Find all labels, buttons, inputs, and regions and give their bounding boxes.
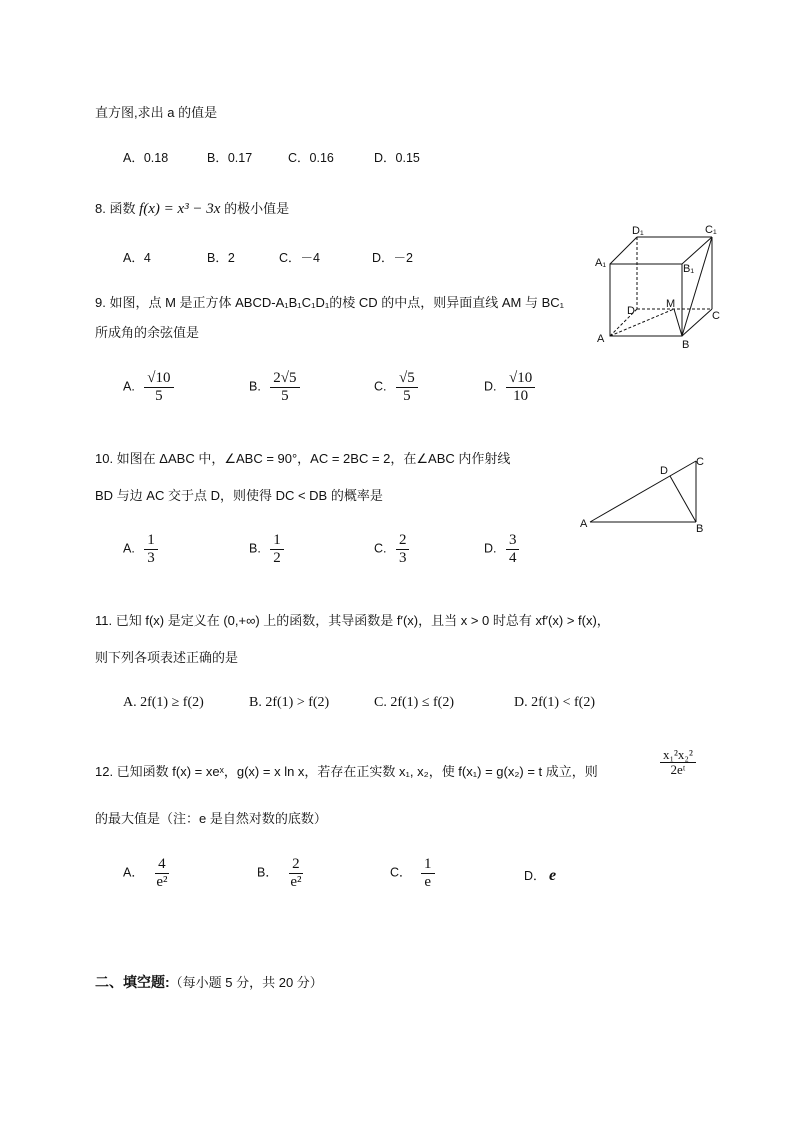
q8-option-d: D．－2 [372,251,413,265]
q11-option-d: D. 2f(1) < f(2) [514,695,595,710]
q9-option-b [249,370,300,404]
q10-option-d-label: D. [484,541,497,556]
q9-c-den: 5 [403,387,411,404]
q8-prefix: 8. 函数 [95,201,136,216]
q10-d-num: 3 [506,532,520,550]
tri-label-b: B [696,523,704,535]
q10-a-num: 1 [144,532,158,550]
q12-option-a-label: A． [123,865,144,880]
q9-option-d-label: D. [484,379,497,394]
q8-option-a: A．4 [123,251,151,265]
label-m: M [666,298,676,310]
q10-option-b [249,532,284,566]
q9-b-num: 2√5 [270,370,299,388]
q7-option-a: A．0.18 [123,151,169,165]
q10-option-a [123,532,158,566]
cube-figure [592,222,732,352]
q9-option-c-label: C. [374,379,387,394]
label-c1: C₁ [705,224,717,236]
q12-option-b-label: B． [257,865,278,880]
q12-option-d-label: D． [524,869,546,883]
q9-d-den: 10 [513,387,529,404]
q9-option-c [374,370,418,404]
q10-option-c-label: C. [374,541,387,556]
q9-line2: 所成角的余弦值是 [95,325,200,340]
q12-d-value: e [549,867,557,884]
q12-option-c-label: C． [390,865,412,880]
section2-heading [95,972,323,992]
q7-option-b: B．0.17 [207,151,253,165]
label-b1: B₁ [683,263,695,275]
q8-suffix: 的极小值是 [224,201,290,216]
q12-expression [660,748,696,778]
label-d1: D₁ [632,225,644,237]
q12-expr-den: 2eᵗ [670,762,686,778]
label-a1: A₁ [595,257,607,269]
q9-option-a [123,370,174,404]
q9-c-num: √5 [396,370,418,388]
label-c: C [712,310,720,322]
q12-a-den: e² [156,873,168,890]
q7-tail-text: 直方图,求出 a 的值是 [95,105,218,120]
q10-option-a-label: A. [123,541,135,556]
label-a: A [597,333,605,345]
q11-option-b: B. 2f(1) > f(2) [249,695,330,710]
q9-a-num: √10 [144,370,173,388]
q8-formula: f(x) = x³ − 3x [139,201,221,217]
tri-label-a: A [580,518,588,530]
q10-b-num: 1 [270,532,284,550]
q12-b-num: 2 [289,856,303,874]
q12-option-d [524,866,556,885]
q12-line1: 12. 已知函数 f(x) = xeˣ，g(x) = x ln x，若存在正实数 x₁, x₂，使 f(x₁) = g(x₂) = t 成立，则 [95,764,598,779]
q8-option-c: C．－4 [279,251,320,265]
q9-b-den: 5 [281,387,289,404]
q11-line2: 则下列各项表述正确的是 [95,650,239,665]
q10-option-d [484,532,519,566]
label-b: B [682,339,690,351]
q9-d-num: √10 [506,370,535,388]
tri-label-d: D [660,465,668,477]
q12-c-den: e [424,873,432,890]
q12-option-a [123,856,170,890]
q11-option-a: A. 2f(1) ≥ f(2) [123,695,204,710]
q10-line1: 10. 如图在 ΔABC 中，∠ABC = 90°，AC = 2BC = 2，在∠ABC 内作射线 [95,451,511,466]
q10-a-den: 3 [147,549,155,566]
q8-option-b: B．2 [207,251,235,265]
q9-option-b-label: B. [249,379,261,394]
q11-option-c: C. 2f(1) ≤ f(2) [374,695,454,710]
q10-c-num: 2 [396,532,410,550]
q7-option-d: D．0.15 [374,151,420,165]
q12-option-c [390,856,435,890]
section2-note: （每小题 5 分，共 20 分） [169,975,323,990]
section2-title: 二、填空题: [95,974,170,990]
q12-line2: 的最大值是（注：e 是自然对数的底数） [95,811,327,826]
q10-d-den: 4 [508,549,517,566]
q8-stem [95,198,289,218]
tri-label-c: C [696,456,704,468]
q12-b-den: e² [290,873,302,890]
q12-c-num: 1 [421,856,435,874]
q9-option-d [484,370,535,404]
q11-line1: 11. 已知 f(x) 是定义在 (0,+∞) 上的函数，其导函数是 f′(x)，且当 x > 0 时总有 xf′(x) > f(x)， [95,613,610,628]
q10-line2: BD 与边 AC 交于点 D，则使得 DC < DB 的概率是 [95,488,383,503]
q10-option-b-label: B. [249,541,261,556]
triangle-figure [578,452,718,537]
q12-option-b [257,856,304,890]
label-d: D [627,305,635,317]
q9-a-den: 5 [155,387,163,404]
q12-expr-num: x₁²x₂² [660,748,696,763]
q9-option-a-label: A. [123,379,135,394]
q12-a-num: 4 [155,856,169,874]
q10-b-den: 2 [273,549,281,566]
q10-c-den: 3 [398,549,407,566]
q9-line1: 9. 如图，点 M 是正方体 ABCD-A₁B₁C₁D₁的棱 CD 的中点，则异面直线 AM 与 BC₁ [95,295,565,310]
q7-option-c: C．0.16 [288,151,334,165]
q10-option-c [374,532,409,566]
